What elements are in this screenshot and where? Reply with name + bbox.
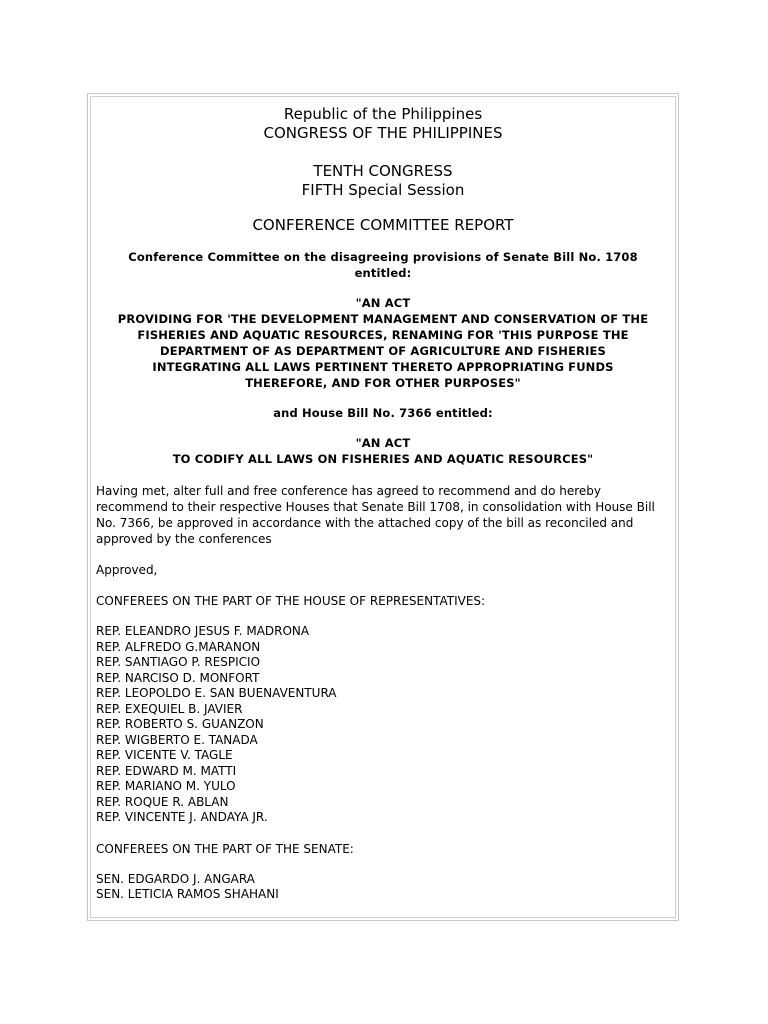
conferee-name: SEN. LETICIA RAMOS SHAHANI (96, 887, 279, 901)
senate-bill-title-line: PROVIDING FOR 'THE DEVELOPMENT MANAGEMENT AND CONSERVATION OF THE (117, 312, 649, 326)
header-block (91, 105, 675, 235)
senate-conferees-list (91, 872, 675, 903)
house-bill-intro (91, 405, 675, 421)
house-bill-title-line: TO CODIFY ALL LAWS ON FISHERIES AND AQUATIC RESOURCES" (172, 452, 594, 466)
conferee-name: REP. MARIANO M. YULO (96, 779, 236, 793)
senate-bill-title-line: INTEGRATING ALL LAWS PERTINENT THERETO APPROPRIATING FUNDS (152, 360, 614, 374)
conferee-name: REP. EXEQUIEL B. JAVIER (96, 701, 243, 716)
republic-line: Republic of the Philippines (283, 105, 483, 123)
conferee-name: REP. NARCISO D. MONFORT (96, 670, 260, 685)
paragraph-line: No. 7366, be approved in accordance with the attached copy of the bill as reconciled and (96, 516, 634, 530)
conferee-name: REP. ROQUE R. ABLAN (96, 794, 229, 809)
senate-bill-intro (91, 249, 675, 281)
senate-bill-title-line: FISHERIES AND AQUATIC RESOURCES, RENAMING FOR 'THIS PURPOSE THE (137, 328, 629, 342)
conferee-name: REP. WIGBERTO E. TANADA (96, 732, 258, 747)
conferee-name: REP. ROBERTO S. GUANZON (96, 717, 264, 731)
congress-line: CONGRESS OF THE PHILIPPINES (263, 124, 503, 142)
conferee-name: REP. EDWARD M. MATTI (96, 763, 237, 778)
document-body (90, 96, 676, 918)
conferee-name: SEN. EDGARDO J. ANGARA (96, 871, 255, 886)
tenth-congress-line: TENTH CONGRESS (313, 162, 453, 180)
senate-bill-title-line: DEPARTMENT OF AS DEPARTMENT OF AGRICULTURE AND FISHERIES (160, 344, 606, 358)
recommendation-paragraph (91, 483, 675, 547)
paragraph-line: approved by the conferences (96, 532, 272, 546)
document-frame (87, 93, 679, 921)
senate-conferees-heading: CONFEREES ON THE PART OF THE SENATE: (96, 841, 354, 856)
house-bill-intro-line: and House Bill No. 7366 entitled: (273, 406, 493, 420)
conferee-name: REP. VINCENTE J. ANDAYA JR. (96, 810, 268, 824)
senate-bill-title-line: THEREFORE, AND FOR OTHER PURPOSES" (245, 376, 521, 390)
approved-label: Approved, (96, 563, 158, 577)
conferee-name: REP. VICENTE V. TAGLE (96, 748, 233, 762)
senate-bill-title-line: "AN ACT (355, 296, 411, 310)
paragraph-line: recommend to their respective Houses that Senate Bill 1708, in consolidation with House Bill (96, 500, 655, 514)
conferee-name: REP. ELEANDRO JESUS F. MADRONA (96, 624, 310, 638)
conferee-name: REP. LEOPOLDO E. SAN BUENAVENTURA (96, 686, 337, 700)
house-bill-title-line: "AN ACT (355, 436, 411, 450)
house-conferees-list (91, 624, 675, 826)
paragraph-line: Having met, alter full and free conference has agreed to recommend and do hereby (96, 484, 602, 498)
conferee-name: REP. SANTIAGO P. RESPICIO (96, 655, 261, 669)
senate-bill-intro-line: entitled: (354, 266, 412, 280)
senate-bill-title (91, 295, 675, 391)
house-bill-title (91, 435, 675, 467)
senate-bill-intro-line: Conference Committee on the disagreeing provisions of Senate Bill No. 1708 (128, 250, 638, 264)
conferee-name: REP. ALFREDO G.MARANON (96, 639, 261, 654)
house-conferees-heading: CONFEREES ON THE PART OF THE HOUSE OF REPRESENTATIVES: (96, 594, 486, 608)
report-title: CONFERENCE COMMITTEE REPORT (252, 216, 514, 234)
session-line: FIFTH Special Session (301, 181, 465, 199)
